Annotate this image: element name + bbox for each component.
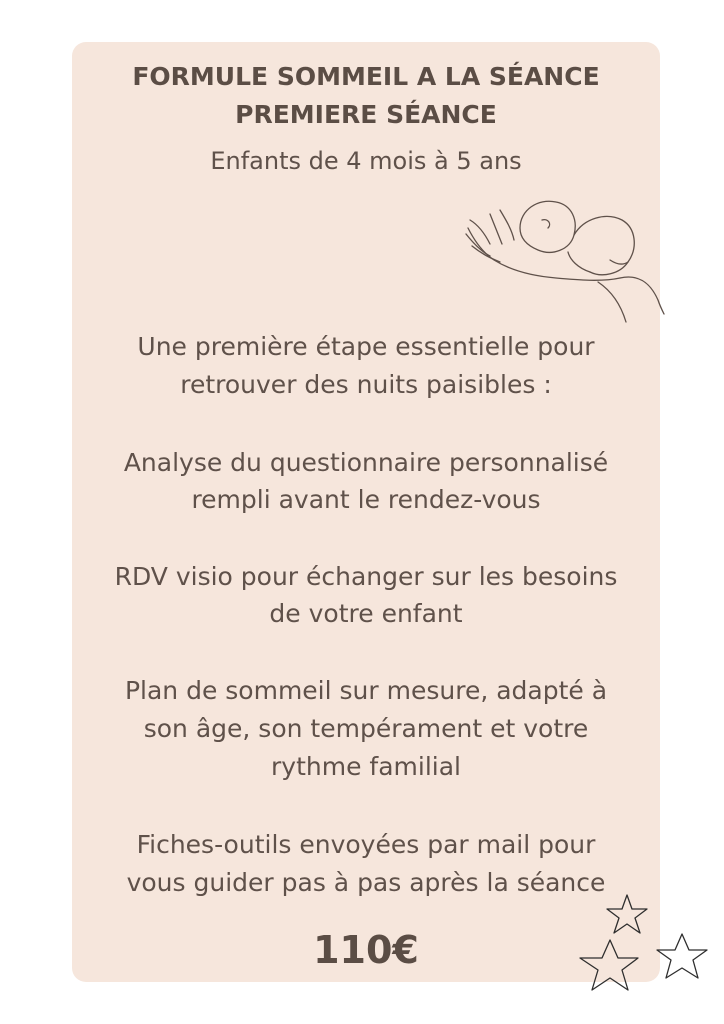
item-2-line-2: de votre enfant [269, 599, 463, 628]
subtitle: Enfants de 4 mois à 5 ans [210, 147, 522, 175]
intro-line-1: Une première étape essentielle pour [137, 332, 595, 361]
item-3-line-2: son âge, son tempérament et votre [143, 714, 589, 743]
baby-in-hands-illustration [460, 190, 670, 330]
stars-icon [570, 890, 720, 1020]
intro-line-2: retrouver des nuits paisibles : [180, 370, 552, 399]
item-1-line-1: Analyse du questionnaire personnalisé [123, 448, 609, 477]
title-line-2: PREMIERE SÉANCE [235, 100, 497, 129]
item-3-line-3: rythme familial [271, 752, 461, 781]
item-4-line-2: vous guider pas à pas après la séance [126, 868, 606, 897]
item-3-line-1: Plan de sommeil sur mesure, adapté à [124, 676, 608, 705]
price: 110€ [313, 928, 419, 972]
item-2-line-1: RDV visio pour échanger sur les besoins [114, 562, 618, 591]
title-line-1: FORMULE SOMMEIL A LA SÉANCE [132, 62, 600, 91]
item-1-line-2: rempli avant le rendez-vous [191, 485, 541, 514]
item-4-line-1: Fiches-outils envoyées par mail pour [136, 830, 596, 859]
